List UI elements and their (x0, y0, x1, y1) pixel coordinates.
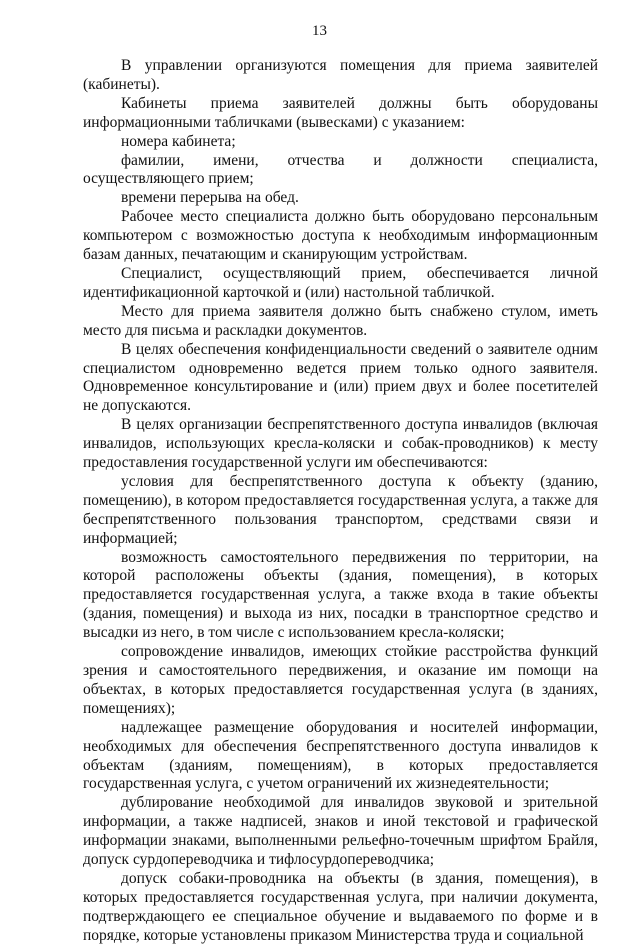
paragraph: В целях обеспечения конфиденциальности сведений о заявителе одним специалистом одновременно ведется прием только одного заявителя. Одновременное консультирование и (или) прием двух и более посетителей не допускаются. (83, 340, 598, 415)
paragraph: Кабинеты приема заявителей должны быть оборудованы информационными табличками (вывесками) с указанием: (83, 94, 598, 131)
paragraph: Место для приема заявителя должно быть снабжено стулом, иметь место для письма и раскладки документов. (83, 302, 598, 339)
paragraph: Специалист, осуществляющий прием, обеспечивается личной идентификационной карточкой и (или) настольной табличкой. (83, 264, 598, 301)
list-item: фамилии, имени, отчества и должности специалиста, осуществляющего прием; (83, 151, 598, 188)
document-body (83, 57, 598, 946)
list-item: сопровождение инвалидов, имеющих стойкие расстройства функций зрения и самостоятельного передвижения, и оказание им помощи на объектах, в которых предоставляется государственная услуга (в зданиях, помещениях); (83, 643, 598, 717)
list-item: номера кабинета; (121, 132, 236, 150)
paragraph: В управлении организуются помещения для приема заявителей (кабинеты). (83, 57, 598, 93)
list-item: надлежащее размещение оборудования и носителей информации, необходимых для обеспечения беспрепятственного доступа инвалидов к объектам (зданиям, помещениям), в которых предоставляется государственная услуга, с учетом ограничений их жизнедеятельности; (83, 718, 598, 793)
paragraph: В целях организации беспрепятственного доступа инвалидов (включая инвалидов, использующих кресла-коляски и собак-проводников) к месту предоставления государственной услуги им обеспечиваются: (83, 416, 598, 472)
list-item: возможность самостоятельного передвижения по территории, на которой расположены объекты (здания, помещения), в которых предоставляется государственная услуга, а также входа в такие объекты (здания, помещения) и выхода из них, посадки в транспортное средство и высадки из него, в том числе с использованием кресла-коляски; (83, 548, 598, 642)
list-item: допуск собаки-проводника на объекты (в здания, помещения), в которых предоставляется государственная услуга, при наличии документа, подтверждающего ее специальное обучение и выдаваемого по форме и в порядке, которые установлены приказом Министерства труда и социальной (83, 869, 598, 944)
list-item: условия для беспрепятственного доступа к объекту (зданию, помещению), в котором предоставляется государственная услуга, а также для беспрепятственного пользования транспортом, средствами связи и информацией; (83, 472, 598, 547)
paragraph: Рабочее место специалиста должно быть оборудовано персональным компьютером с возможностью доступа к необходимым информационным базам данных, печатающим и сканирующим устройствам. (83, 208, 598, 264)
list-item: времени перерыва на обед. (121, 189, 299, 207)
list-item: дублирование необходимой для инвалидов звуковой и зрительной информации, а также надписей, знаков и иной текстовой и графической информации знаками, выполненными рельефно-точечным шрифтом Брайля, допуск сурдопереводчика и тифлосурдопереводчика; (83, 794, 598, 869)
page-number: 13 (312, 23, 327, 39)
